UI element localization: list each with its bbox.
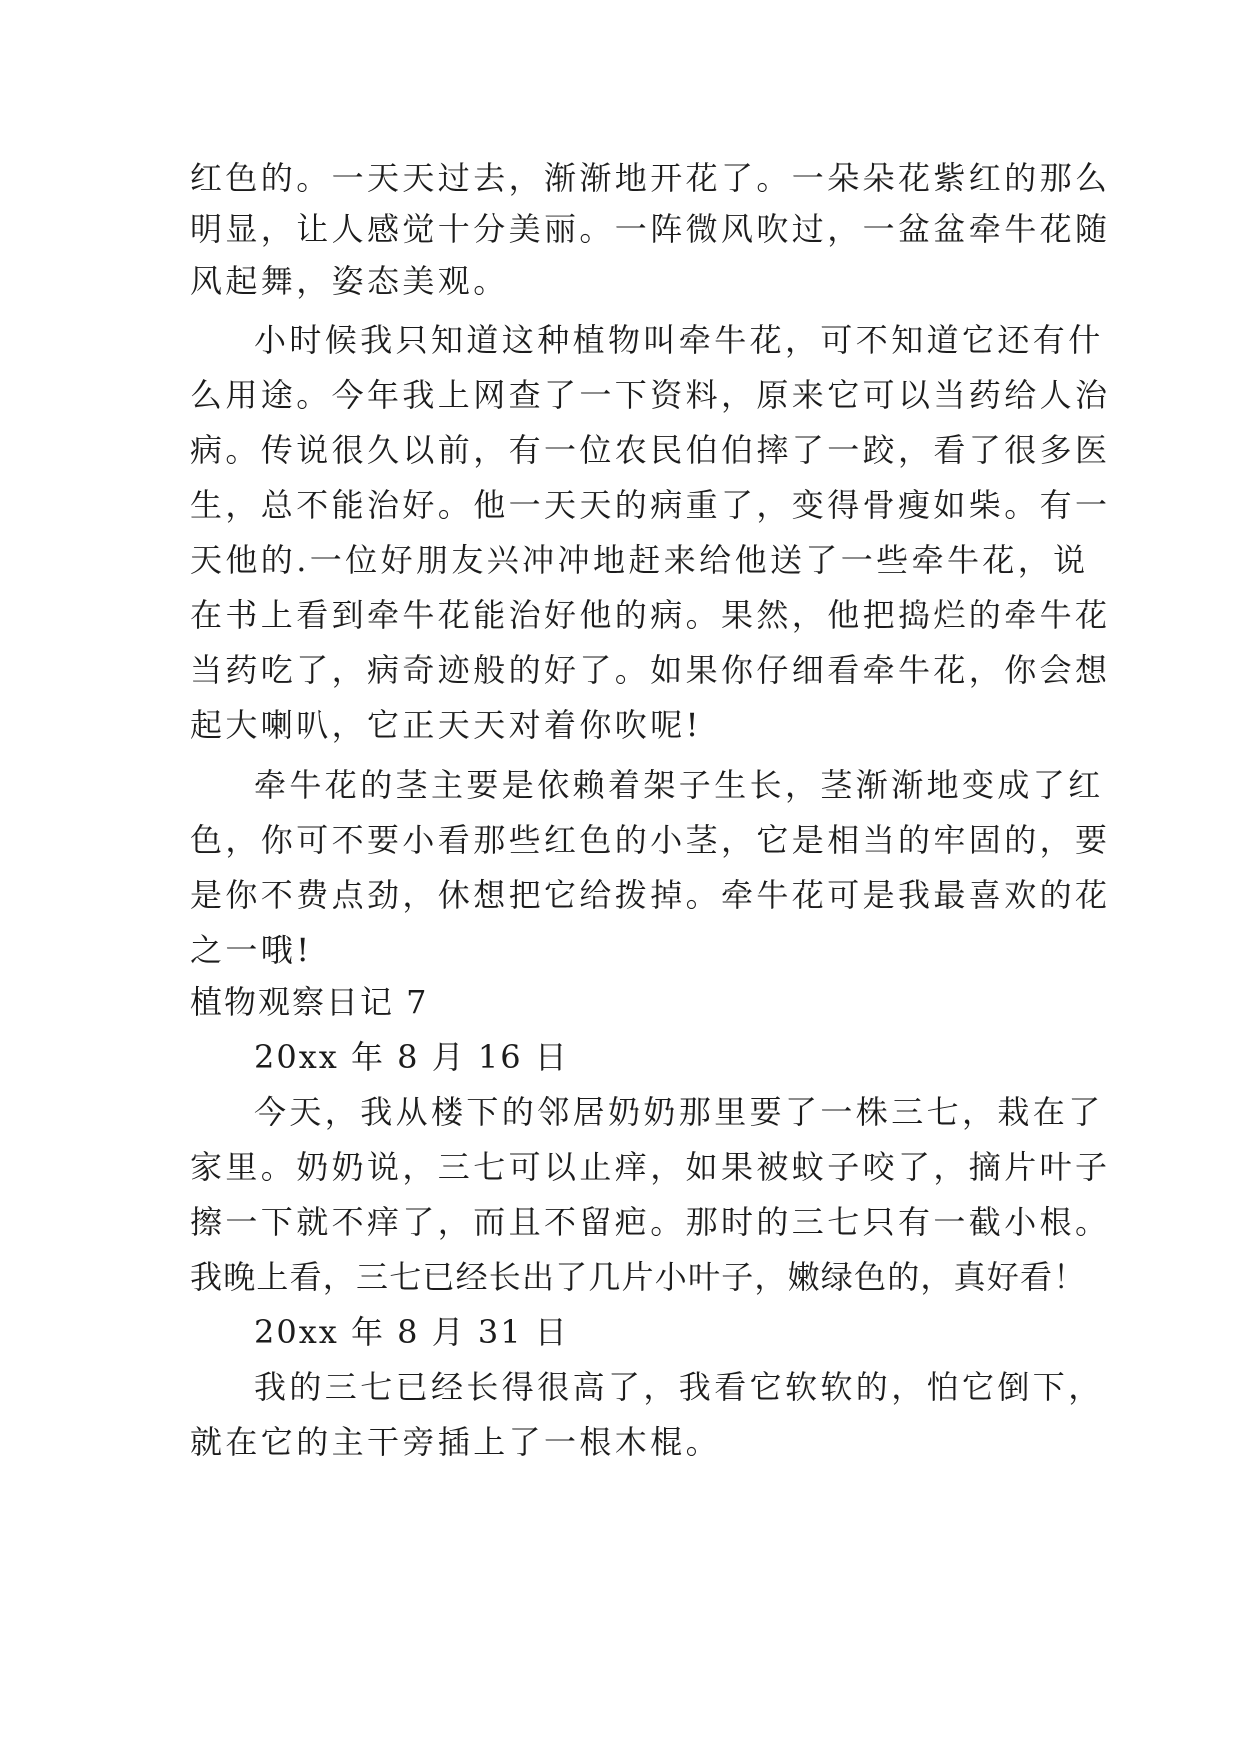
diary-date: 20xx 年 8 月 31 日 <box>254 1313 569 1351</box>
paragraph-line: 我晚上看，三七已经长出了几片小叶子，嫩绿色的，真好看！ <box>190 1258 1087 1296</box>
paragraph-line: 天他的.一位好朋友兴冲冲地赶来给他送了一些牵牛花，说 <box>190 541 1089 579</box>
paragraph-line: 病。传说很久以前，有一位农民伯伯摔了一跤，看了很多医 <box>190 431 1111 469</box>
paragraph-line: 色，你可不要小看那些红色的小茎，它是相当的牢固的，要 <box>190 821 1111 859</box>
paragraph-line: 就在它的主干旁插上了一根木棍。 <box>190 1423 722 1461</box>
paragraph-line: 我的三七已经长得很高了，我看它软软的，怕它倒下， <box>254 1368 1104 1406</box>
paragraph-line: 生，总不能治好。他一天天的病重了，变得骨瘦如柴。有一 <box>190 486 1111 524</box>
paragraph-line: 之一哦! <box>190 931 313 969</box>
section-heading: 植物观察日记 7 <box>190 983 429 1021</box>
paragraph-line: 风起舞，姿态美观。 <box>190 262 509 300</box>
paragraph-line: 红色的。一天天过去，渐渐地开花了。一朵朵花紫红的那么 <box>190 159 1111 197</box>
paragraph-line: 明显，让人感觉十分美丽。一阵微风吹过，一盆盆牵牛花随 <box>190 210 1111 248</box>
paragraph-line: 小时候我只知道这种植物叫牵牛花，可不知道它还有什 <box>254 321 1104 359</box>
paragraph-line: 牵牛花的茎主要是依赖着架子生长，茎渐渐地变成了红 <box>254 766 1104 804</box>
paragraph-line: 今天，我从楼下的邻居奶奶那里要了一株三七，栽在了 <box>254 1093 1104 1131</box>
paragraph-line: 么用途。今年我上网查了一下资料，原来它可以当药给人治 <box>190 376 1111 414</box>
paragraph-line: 当药吃了，病奇迹般的好了。如果你仔细看牵牛花，你会想 <box>190 651 1111 689</box>
paragraph-line: 在书上看到牵牛花能治好他的病。果然，他把捣烂的牵牛花 <box>190 596 1111 634</box>
paragraph-line: 起大喇叭，它正天天对着你吹呢! <box>190 706 702 744</box>
paragraph-line: 擦一下就不痒了，而且不留疤。那时的三七只有一截小根。 <box>190 1203 1111 1241</box>
paragraph-line: 是你不费点劲，休想把它给拨掉。牵牛花可是我最喜欢的花 <box>190 876 1111 914</box>
diary-date: 20xx 年 8 月 16 日 <box>254 1038 569 1076</box>
paragraph-line: 家里。奶奶说，三七可以止痒，如果被蚊子咬了，摘片叶子 <box>190 1148 1111 1186</box>
